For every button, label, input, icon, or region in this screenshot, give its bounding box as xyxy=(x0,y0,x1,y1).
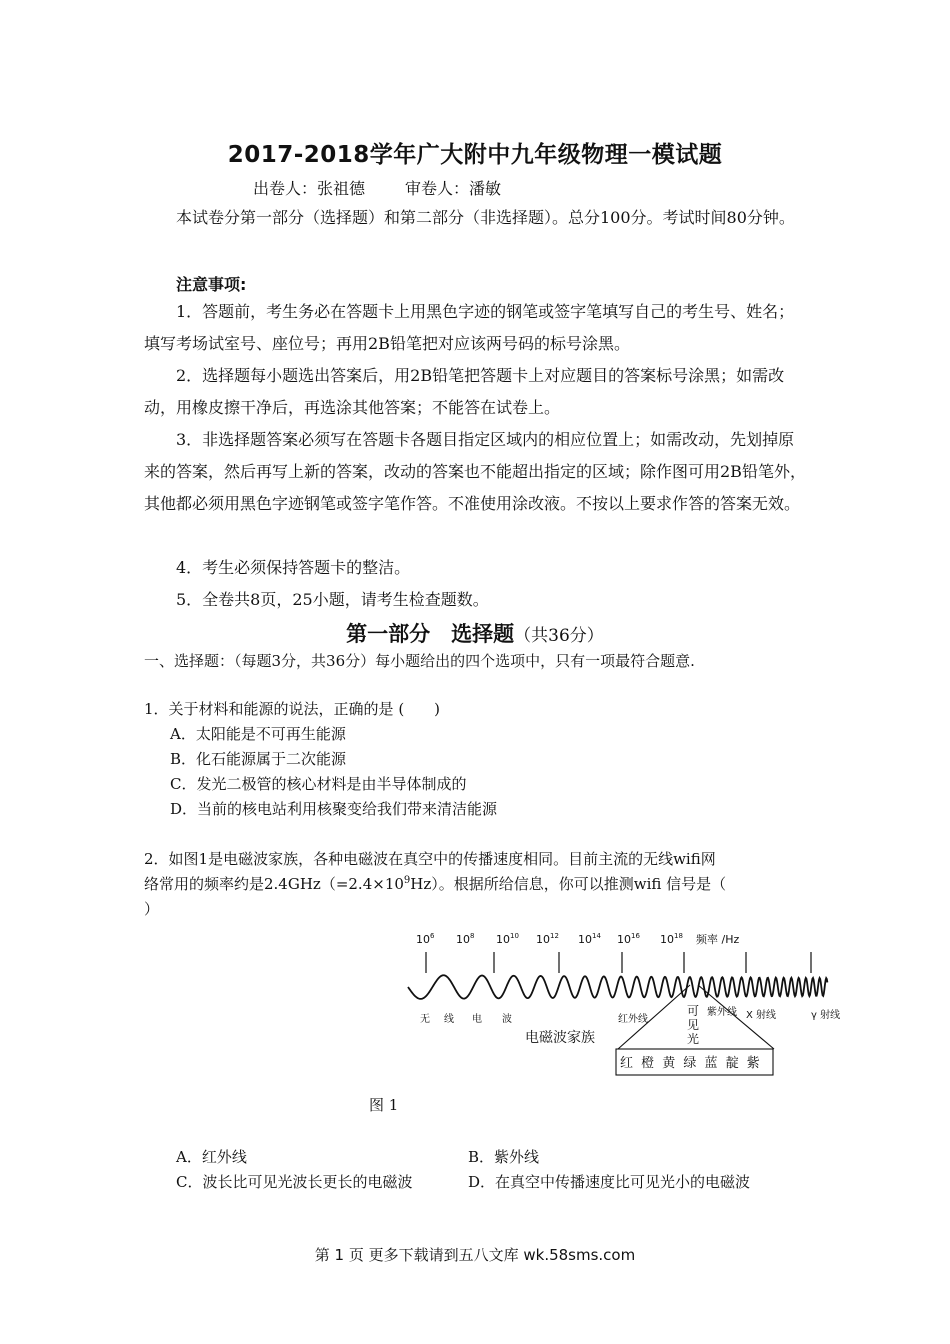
visible-label-2: 见 xyxy=(687,1018,700,1032)
band-label-infrared: 红外线 xyxy=(618,1014,648,1025)
figure-caption: 图 1 xyxy=(369,1096,399,1114)
q2-option-b: B．紫外线 xyxy=(468,1148,540,1166)
band-label-bo: 波 xyxy=(502,1014,512,1025)
em-family-label: 电磁波家族 xyxy=(525,1030,595,1046)
section-points: （共36分） xyxy=(514,626,604,646)
q2-option-d: D．在真空中传播速度比可见光小的电磁波 xyxy=(468,1173,751,1191)
visible-label-1: 可 xyxy=(687,1004,700,1018)
freq-label-5: $10^{14}$ xyxy=(578,932,601,946)
em-wave-curve xyxy=(408,975,827,999)
notice-item-3: 3．非选择题答案必须写在答题卡各题目指定区域内的相应位置上；如需改动，先划掉原来的答案，然后再写上新的答案，改动的答案也不能超出指定的区域；除作图可用2B铅笔外，其他都必须用黑色字迹钢笔或签字笔作答。不准使用涂改液。不按以上要求作答的答案无效。 xyxy=(144,430,806,513)
question-2-stem-line3: ） xyxy=(144,900,160,918)
question-1-stem: 1．关于材料和能源的说法，正确的是 ( ) xyxy=(144,700,441,718)
section-instruction: 一、选择题：（每题3分，共36分）每小题给出的四个选项中，只有一项最符合题意. xyxy=(144,652,695,670)
freq-label-3: $10^{10}$ xyxy=(496,932,519,946)
intro-paragraph: 本试卷分第一部分（选择题）和第二部分（非选择题）。总分100分。考试时间80分钟。 xyxy=(176,208,795,227)
section-title: 第一部分 选择题 xyxy=(346,622,515,646)
q1-option-b: B．化石能源属于二次能源 xyxy=(170,750,347,768)
q1-option-d: D．当前的核电站利用核聚变给我们带来清洁能源 xyxy=(170,800,498,818)
page-footer: 第 1 页 更多下载请到五八文库 wk.58sms.com xyxy=(314,1246,636,1264)
q2-stem-part-b: Hz）。根据所给信息，你可以推测wifi 信号是（ xyxy=(410,875,727,893)
q2-option-c: C．波长比可见光波长更长的电磁波 xyxy=(176,1173,413,1191)
freq-label-4: $10^{12}$ xyxy=(536,932,559,946)
band-label-ultraviolet: 紫外线 xyxy=(707,1007,737,1018)
freq-label-7: $10^{18}$ xyxy=(660,932,683,946)
q1-option-c: C．发光二极管的核心材料是由半导体制成的 xyxy=(170,775,467,793)
band-label-gamma: γ 射线 xyxy=(811,1010,841,1021)
page-title: 2017-2018学年广大附中九年级物理一模试题 xyxy=(227,142,723,168)
q2-stem-part-a: 络常用的频率约是2.4GHz（=2.4×10 xyxy=(144,875,404,893)
freq-label-2: $10^8$ xyxy=(456,932,475,946)
visible-colors-text: 红 橙 黄 绿 蓝 靛 紫 xyxy=(620,1056,762,1071)
question-2-stem-line1: 2．如图1是电磁波家族，各种电磁波在真空中的传播速度相同。目前主流的无线wifi网 xyxy=(144,850,716,868)
notice-item-5: 5．全卷共8页，25小题，请考生检查题数。 xyxy=(176,590,489,609)
band-label-xian: 线 xyxy=(444,1014,454,1025)
authors-line xyxy=(253,176,501,199)
section-heading xyxy=(0,618,950,648)
question-2-stem-line2 xyxy=(144,873,726,894)
band-label-wu: 无 xyxy=(420,1014,430,1025)
visible-label-3: 光 xyxy=(687,1032,700,1046)
freq-label-6: $10^{16}$ xyxy=(617,932,640,946)
band-label-dian: 电 xyxy=(472,1014,482,1025)
notice-item-4: 4．考生必须保持答题卡的整洁。 xyxy=(176,558,411,577)
notice-item-1: 1．答题前，考生务必在答题卡上用黑色字迹的钢笔或签字笔填写自己的考生号、姓名；填写考场试室号、座位号；再用2B铅笔把对应该两号码的标号涂黑。 xyxy=(144,302,795,353)
band-label-xray: X 射线 xyxy=(746,1010,777,1021)
freq-unit-label: 频率 /Hz xyxy=(696,933,740,946)
q1-option-a: A．太阳能是不可再生能源 xyxy=(170,725,346,743)
em-spectrum-figure xyxy=(400,925,860,1085)
freq-label-1: $10^6$ xyxy=(416,932,435,946)
q2-option-a: A．红外线 xyxy=(176,1148,247,1166)
notice-heading: 注意事项: xyxy=(176,275,247,294)
setter-name: 出卷人：张祖德 xyxy=(253,179,366,198)
notice-item-2: 2．选择题每小题选出答案后，用2B铅笔把答题卡上对应题目的答案标号涂黑；如需改动，用橡皮擦干净后，再选涂其他答案；不能答在试卷上。 xyxy=(144,366,785,417)
q2-stem-exponent: 9 xyxy=(403,875,411,886)
tick-marks xyxy=(426,952,811,973)
reviewer-name: 审卷人：潘敏 xyxy=(405,179,502,198)
